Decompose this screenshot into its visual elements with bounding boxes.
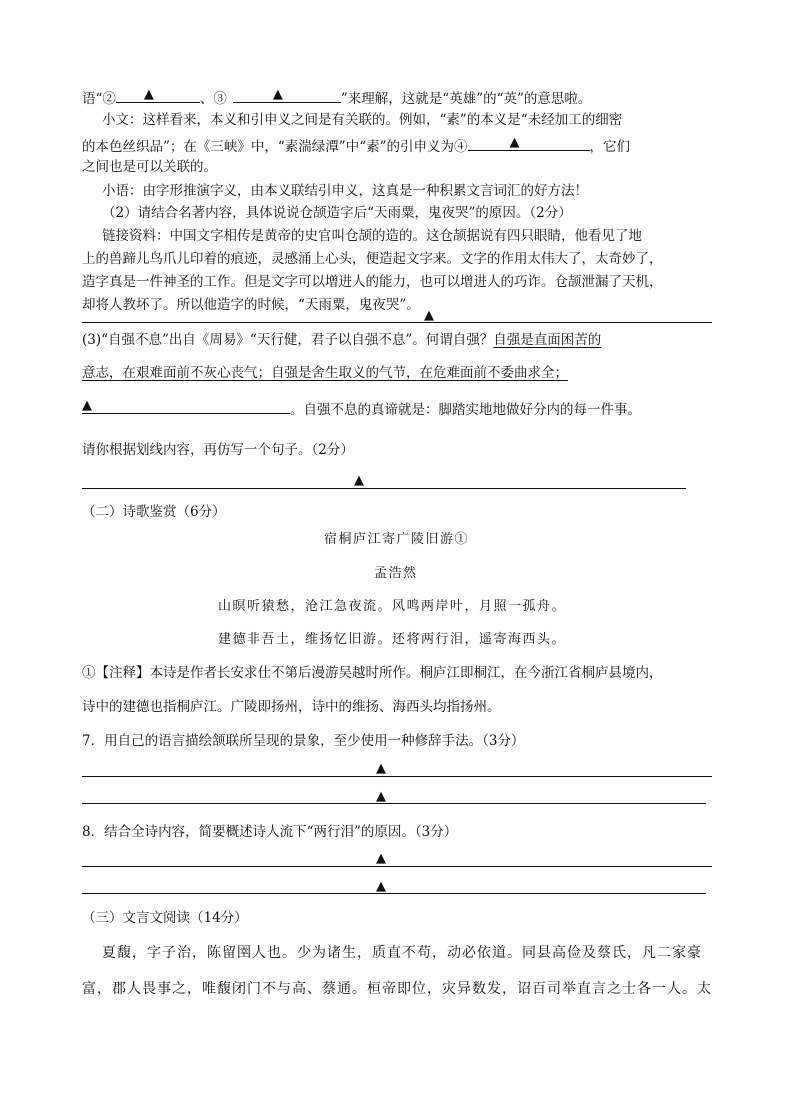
dialogue-line-5: 小语：由字形推演字义，由本义联结引申义，这真是一种积累文言词汇的好方法！: [102, 183, 588, 199]
wenyan-text-line-2: 富，郡人畏事之，唯馥闭门不与高、蔡通。桓帝即位，灾异数发，诏百司举直言之士各一人。太: [82, 981, 712, 997]
wenyan-text-line-1: 夏馥，字子治，陈留圉人也。少为诸生，质直不苟，动必依道。同县高俭及蔡氏，凡二家豪: [102, 945, 702, 961]
answer-blank-q3[interactable]: ▲: [82, 398, 290, 414]
answer-blank-2[interactable]: ▲: [116, 87, 200, 103]
answer-line-q2[interactable]: [82, 322, 712, 323]
answer-blank-3[interactable]: ▲: [233, 87, 341, 103]
poem-author: 孟浩然: [374, 566, 418, 581]
answer-line-q7-2[interactable]: [82, 803, 706, 804]
wenyan-section-heading: （三）文言文阅读（14分）: [82, 910, 248, 926]
dialogue-line-1: 语“② ▲ 、③ ▲ ”来理解，这就是“英雄”的“英”的意思啦。: [82, 87, 592, 107]
underlined-sentence-part-2: 意志，在艰难面前不灰心丧气；自强是舍生取义的气节，在危难面前不委曲求全；: [82, 365, 568, 381]
poem-section-heading: （二）诗歌鉴赏（6分）: [82, 504, 226, 520]
dialogue-line-3: 的本色丝织品”；在《三峡》中，“素湍绿潭”中“素”的引申义为④ ▲ ，它们: [82, 135, 631, 155]
dialogue-line-2: 小文：这样看来，本义和引申义之间是有关联的。例如，“素”的本义是“未经加工的细密: [102, 112, 623, 128]
link-material-line-4: 却将人教坏了。所以他造字的时候，“天雨粟，鬼夜哭”。: [82, 297, 420, 313]
question-3-line-3: ▲ 。自强不息的真谛就是：脚踏实地地做好分内的每一件事。: [82, 398, 641, 418]
poem-verse-1: 山暝听猿愁，沧江急夜流。风鸣两岸叶，月照一孤舟。: [218, 599, 567, 614]
answer-line-q3[interactable]: [82, 488, 686, 489]
answer-marker-q8-1: ▲: [376, 851, 386, 866]
question-3-line-1: (3)“自强不息”出自《周易》“天行健，君子以自强不息”。何谓自强？自强是直面困苦的: [82, 332, 602, 348]
link-material-line-2: 上的兽蹄儿鸟爪儿印着的痕迹，灵感涌上心头，便造起文字来。文字的作用太伟大了，太奇妙了，: [82, 251, 663, 267]
underlined-sentence-part-1: 自强是直面困苦的: [493, 332, 602, 348]
poem-title: 宿桐庐江寄广陵旧游①: [324, 532, 470, 547]
answer-marker-q3: ▲: [354, 473, 364, 488]
answer-marker-q7-1: ▲: [376, 761, 386, 776]
question-3-line-2: [82, 364, 568, 382]
poem-note-line-2: 诗中的建德也指桐庐江。广陵即扬州，诗中的维扬、海西头均指扬州。: [82, 699, 501, 715]
dialogue-line-4: 之间也是可以关联的。: [82, 159, 217, 175]
question-8: 8．结合全诗内容，简要概述诗人流下“两行泪”的原因。（3分）: [82, 824, 458, 840]
question-7: 7．用自己的语言描绘颔联所呈现的景象，至少使用一种修辞手法。（3分）: [82, 733, 525, 749]
answer-marker-q2: ▲: [424, 308, 434, 323]
answer-line-q7-1[interactable]: [82, 776, 712, 777]
link-material-line-3: 造字真是一件神圣的工作。但是文字可以增进人的能力，也可以增进人的巧诈。仓颉泄漏了天机，: [82, 274, 663, 290]
answer-line-q8-2[interactable]: [82, 893, 706, 894]
poem-verse-2: 建德非吾土，维扬忆旧游。还将两行泪，遥寄海西头。: [218, 632, 567, 647]
answer-marker-q8-2: ▲: [376, 879, 386, 894]
poem-note-line-1: ①【注释】本诗是作者长安求仕不第后漫游吴越时所作。桐庐江即桐江，在今浙江省桐庐县境内，: [82, 665, 663, 681]
link-material-line-1: 链接资料：中国文字相传是黄帝的史官叫仓颉的造的。这仓颉据说有四只眼睛，他看见了地: [102, 228, 642, 244]
question-2-prompt: （2）请结合名著内容，具体说说仓颉造字后“天雨粟，鬼夜哭”的原因。（2分）: [102, 205, 572, 221]
answer-blank-4[interactable]: ▲: [468, 135, 590, 151]
answer-line-q8-1[interactable]: [82, 866, 712, 867]
question-3-instruction: 请你根据划线内容，再仿写一个句子。（2分）: [82, 442, 354, 458]
answer-marker-q7-2: ▲: [376, 789, 386, 804]
